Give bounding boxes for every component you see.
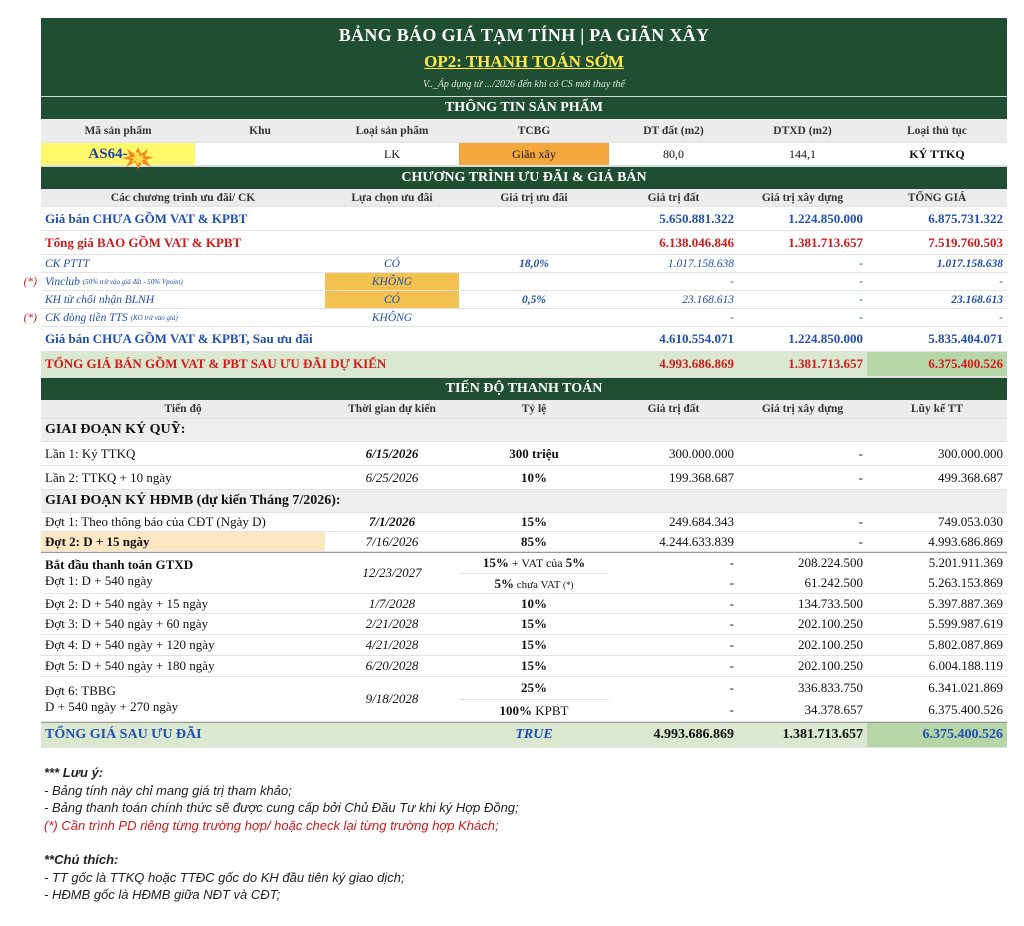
promo-xd: - [859, 311, 863, 324]
gtxd-title: Bắt đầu thanh toán GTXD [45, 557, 194, 572]
sched-date: 9/18/2028 [365, 691, 419, 706]
sched-luy: 5.397.887.369 [928, 595, 1003, 611]
schedule-row [41, 442, 1007, 466]
note-line: - HĐMB gốc là HĐMB giữa NĐT và CĐT; [44, 887, 281, 902]
sched-dat: 199.368.687 [669, 469, 734, 485]
sched-luy: 5.201.911.369 [928, 555, 1003, 570]
sched-luy-cell [867, 677, 1007, 721]
sched-label: D + 540 ngày + 270 ngày [45, 699, 179, 714]
sched-luy: 4.993.686.869 [928, 533, 1003, 549]
sched-rate: 25% [459, 677, 609, 700]
sched-xd-cell [738, 677, 867, 721]
section-product-title: THÔNG TIN SẢN PHẨM [41, 96, 1007, 119]
sched-dat-cell [609, 677, 738, 721]
sched-dat: - [729, 658, 734, 673]
promo-label-cell [41, 273, 325, 290]
sched-dat: - [729, 575, 734, 590]
product-thu-tuc: KÝ TTKQ [909, 146, 965, 161]
total-luy: 6.375.400.526 [867, 723, 1007, 747]
promo-col-total: TỔNG GIÁ [907, 191, 967, 204]
promo-col-dat: Giá trị đất [647, 191, 700, 204]
sched-label: Đợt 1: D + 540 ngày [45, 573, 153, 588]
promo-value: 18,0% [519, 257, 549, 270]
page-title: BẢNG BÁO GIÁ TẠM TÍNH | PA GIÃN XÂY [338, 25, 710, 45]
sched-rate-b [459, 574, 609, 594]
sched-rate: 15% [521, 514, 547, 529]
schedule-row [41, 635, 1007, 656]
total-dat: 4.993.686.869 [653, 727, 734, 742]
rate-mark: (*) [563, 579, 574, 590]
schedule-row [41, 594, 1007, 614]
promo-row [41, 207, 1007, 231]
rate-num: 5% [494, 575, 514, 591]
col-loai-san-pham: Loại sản phẩm [355, 124, 429, 137]
promo-total: - [999, 275, 1003, 288]
page-subtitle: OP2: THANH TOÁN SỚM [424, 52, 624, 71]
sched-date: 6/25/2026 [365, 469, 419, 485]
sched-label-cell [41, 677, 325, 721]
promo-label: CK PTTT [45, 257, 90, 270]
promo-total: 6.375.400.526 [867, 352, 1007, 376]
sparkle-burst-icon [121, 147, 155, 169]
promo-xd: - [859, 257, 863, 270]
total-xd: 1.381.713.657 [782, 727, 863, 742]
sched-xd: 202.100.250 [798, 616, 863, 631]
schedule-row [41, 614, 1007, 635]
promo-dat: 23.168.613 [682, 293, 734, 306]
sched-dat: - [729, 595, 734, 611]
sched-dat: - [729, 702, 734, 717]
promo-xd: 1.224.850.000 [788, 210, 863, 226]
note-line-warning: (*) Cần trình PD riêng từng trường hợp/ hoặc check lại từng trường hợp Khách; [44, 817, 499, 833]
sched-rate: 10% [521, 469, 547, 485]
sched-rate-cell [459, 677, 609, 721]
product-khu [195, 143, 325, 165]
sched-label: Đợt 2: D + 15 ngày [41, 532, 325, 551]
sched-luy: 5.599.987.619 [928, 616, 1003, 631]
col-loai-thu-tuc: Loại thủ tục [906, 124, 968, 137]
sched-xd: 202.100.250 [798, 658, 863, 673]
sched-xd: 134.733.500 [798, 595, 863, 611]
sched-rate-cell [459, 553, 609, 593]
sched-date: 6/15/2026 [365, 445, 419, 461]
promo-mark: (*) [23, 311, 37, 324]
sched-label: Đợt 5: D + 540 ngày + 180 ngày [45, 658, 215, 673]
product-header-row [41, 119, 1007, 143]
promo-choice[interactable]: CÓ [384, 257, 400, 270]
promo-xd: 1.224.850.000 [788, 331, 863, 346]
product-tcbg: Giãn xây [459, 143, 609, 165]
sched-dat: - [729, 680, 734, 695]
sched-dat: - [729, 616, 734, 631]
sched-xd: - [858, 514, 863, 529]
promo-row [41, 327, 1007, 352]
sched-luy: 6.375.400.526 [928, 702, 1003, 717]
promo-dat: 6.138.046.846 [659, 234, 734, 250]
promo-col-value: Giá trị ưu đãi [500, 191, 568, 204]
notes-spacer [44, 834, 519, 851]
schedule-row [41, 466, 1007, 490]
sched-xd: 202.100.250 [798, 637, 863, 652]
promo-dat: 5.650.881.322 [659, 210, 734, 226]
notes-heading-1: *** Lưu ý: [44, 765, 104, 780]
sched-col-ty-le: Tỷ lệ [521, 403, 547, 415]
sched-xd: 336.833.750 [798, 680, 863, 695]
sched-col-thoi-gian: Thời gian dự kiến [348, 403, 436, 415]
col-dtxd: DTXD (m2) [773, 124, 832, 137]
sched-label: Đợt 1: Theo thông báo của CĐT (Ngày D) [45, 514, 266, 529]
schedule-header-row [41, 400, 1007, 419]
section-schedule-title: TIẾN ĐỘ THANH TOÁN [41, 377, 1007, 400]
promo-choice[interactable]: CÓ [325, 291, 459, 308]
promo-label-small: (KO trừ vào giá) [130, 313, 178, 322]
sched-xd: - [858, 533, 863, 549]
promo-xd: - [859, 293, 863, 306]
promo-row [41, 352, 1007, 377]
schedule-row [41, 656, 1007, 677]
rate-num: 100% [499, 702, 532, 718]
notes-block [44, 764, 519, 904]
promo-dat: - [730, 275, 734, 288]
note-line: - Bảng thanh toán chính thức sẽ được cung cấp bởi Chủ Đầu Tư khi ký Hợp Đồng; [44, 800, 519, 815]
sched-dat-cell [609, 553, 738, 593]
promo-xd: - [859, 275, 863, 288]
header-band [41, 18, 1007, 96]
promo-total: 1.017.158.638 [936, 257, 1003, 270]
note-line: - TT gốc là TTKQ hoặc TTĐC gốc do KH đầu tiên ký giao dịch; [44, 869, 405, 885]
promo-choice[interactable]: KHÔNG [371, 311, 413, 324]
notes-heading-2: **Chú thích: [44, 852, 119, 867]
sched-luy-cell [867, 553, 1007, 593]
section-promo-title: CHƯƠNG TRÌNH ƯU ĐÃI & GIÁ BÁN [41, 166, 1007, 189]
sched-rate: 300 triệu [509, 445, 559, 461]
sched-col-xd: Giá trị xây dựng [761, 403, 844, 415]
note-line: - Bảng tính này chỉ mang giá trị tham khảo; [44, 782, 292, 798]
product-dtxd: 144,1 [789, 146, 816, 161]
promo-label: Vinclub [45, 275, 80, 288]
sched-rate-b [459, 700, 609, 722]
product-loai: LK [384, 146, 400, 161]
sched-label: Đợt 6: TBBG [45, 683, 116, 698]
sched-date: 1/7/2028 [368, 595, 416, 611]
promo-header-row [41, 189, 1007, 207]
sched-luy: 499.368.687 [938, 469, 1003, 485]
promo-total: 5.835.404.071 [928, 331, 1003, 346]
col-khu: Khu [249, 124, 271, 137]
sched-luy: 6.004.188.119 [928, 658, 1003, 673]
sched-dat: - [729, 555, 734, 570]
sched-label: Lần 2: TTKQ + 10 ngày [45, 469, 172, 485]
schedule-row [41, 513, 1007, 532]
sched-xd: 34.378.657 [804, 702, 863, 717]
sched-label: Đợt 3: D + 540 ngày + 60 ngày [45, 616, 209, 631]
col-dt-dat: DT đất (m2) [643, 124, 704, 137]
sched-xd: 61.242.500 [804, 575, 863, 590]
schedule-last [41, 677, 1007, 722]
sched-luy: 5.263.153.869 [928, 575, 1003, 590]
promo-row [41, 231, 1007, 255]
promo-col-programs: Các chương trình ưu đãi/ CK [110, 191, 256, 204]
sched-xd: - [858, 469, 863, 485]
rate-num2: 5% [565, 554, 586, 570]
promo-choice[interactable]: KHÔNG [325, 273, 459, 290]
sched-col-luy-ke: Lũy kế TT [910, 403, 964, 415]
schedule-row [41, 532, 1007, 552]
promo-dat: 4.610.554.071 [659, 331, 734, 346]
promo-total: 7.519.760.503 [928, 234, 1003, 250]
promo-dat: 4.993.686.869 [659, 356, 734, 371]
promo-row [23, 309, 1007, 327]
sched-luy: 749.053.030 [938, 514, 1003, 529]
sched-luy: 300.000.000 [938, 445, 1003, 461]
promo-row [23, 273, 1007, 291]
quotation-sheet [23, 18, 1007, 748]
sched-date: 2/21/2028 [365, 616, 419, 631]
promo-total: 23.168.613 [951, 293, 1003, 306]
sched-date: 7/16/2026 [365, 533, 419, 549]
rate-text: KPBT [532, 702, 569, 718]
promo-label: Giá bán CHƯA GỒM VAT & KPBT [45, 210, 248, 226]
promo-dat: - [730, 311, 734, 324]
promo-xd: 1.381.713.657 [788, 234, 863, 250]
sched-label: Đợt 2: D + 540 ngày + 15 ngày [45, 595, 209, 611]
sched-label-cell [41, 553, 325, 593]
promo-col-xd: Giá trị xây dựng [761, 191, 844, 204]
total-flag: TRUE [515, 727, 553, 742]
sched-rate-a [459, 553, 609, 574]
sched-rate: 15% [521, 658, 547, 673]
sched-date: 6/20/2028 [365, 658, 419, 673]
promo-mark: (*) [23, 275, 37, 288]
rate-text: chưa VAT [513, 578, 564, 591]
product-dt-dat: 80,0 [663, 146, 684, 161]
product-code-cell [41, 143, 195, 165]
sched-rate: 15% [521, 637, 547, 652]
sched-xd: 208.224.500 [798, 555, 863, 570]
promo-label: KH từ chối nhận BLNH [45, 293, 155, 306]
sched-label: Đợt 4: D + 540 ngày + 120 ngày [45, 637, 215, 652]
promo-label-cell [41, 309, 325, 326]
promo-row [41, 291, 1007, 309]
col-ma-san-pham: Mã sản phẩm [84, 124, 152, 137]
sched-col-dat: Giá trị đất [647, 403, 700, 415]
phase-hdmb-title [41, 490, 1007, 513]
sched-date: 12/23/2027 [362, 565, 422, 580]
promo-total: - [999, 311, 1003, 324]
sched-xd: - [858, 445, 863, 461]
col-tcbg: TCBG [517, 124, 551, 137]
promo-label: CK dòng tiền TTS [45, 311, 128, 324]
promo-row [41, 255, 1007, 273]
sched-dat: 300.000.000 [669, 445, 734, 461]
promo-xd: 1.381.713.657 [788, 356, 863, 371]
sched-luy: 6.341.021.869 [928, 680, 1003, 695]
promo-dat: 1.017.158.638 [667, 257, 734, 270]
sched-rate: 85% [521, 533, 547, 549]
product-value-row [41, 143, 1007, 166]
promo-label: TỔNG GIÁ BÁN GỒM VAT & PBT SAU ƯU ĐÃI DỰ KIẾN [45, 356, 387, 371]
total-label: TỔNG GIÁ SAU ƯU ĐÃI [45, 727, 202, 742]
phase-title: GIAI ĐOẠN KÝ HĐMB (dự kiến Tháng 7/2026): [45, 493, 341, 508]
sched-rate: 10% [521, 595, 547, 611]
sched-rate: 15% [521, 616, 547, 631]
promo-total: 6.875.731.322 [928, 210, 1003, 226]
promo-label-small: (50% trừ vào giá đất - 50% Vpoint) [82, 277, 183, 286]
phase-title: GIAI ĐOẠN KÝ QUỸ: [45, 422, 186, 437]
promo-label: Tổng giá BAO GỒM VAT & KPBT [45, 234, 242, 250]
promo-value: 0,5% [522, 293, 546, 306]
sched-dat: - [729, 637, 734, 652]
promo-col-choice: Lựa chọn ưu đãi [351, 191, 433, 204]
promo-label: Giá bán CHƯA GỒM VAT & KPBT, Sau ưu đãi [45, 331, 313, 346]
phase-ky-quy-title [41, 419, 1007, 442]
schedule-total-row [41, 722, 1007, 748]
rate-text: + VAT của [508, 555, 566, 570]
sched-dat: 4.244.633.839 [659, 533, 734, 549]
sched-dat: 249.684.343 [669, 514, 734, 529]
sched-luy: 5.802.087.869 [928, 637, 1003, 652]
sched-date: 7/1/2026 [368, 514, 416, 529]
sched-xd-cell [738, 553, 867, 593]
rate-num: 15% [482, 554, 509, 570]
header-note: V.._Áp dụng từ .../2026 đến khi có CS mới thay thế [423, 79, 625, 90]
sched-col-tien-do: Tiến độ [164, 403, 202, 415]
sched-label: Lần 1: Ký TTKQ [45, 445, 136, 461]
sched-date: 4/21/2028 [365, 637, 419, 652]
schedule-gtxd-first [41, 552, 1007, 594]
product-code: AS64- [88, 145, 128, 162]
